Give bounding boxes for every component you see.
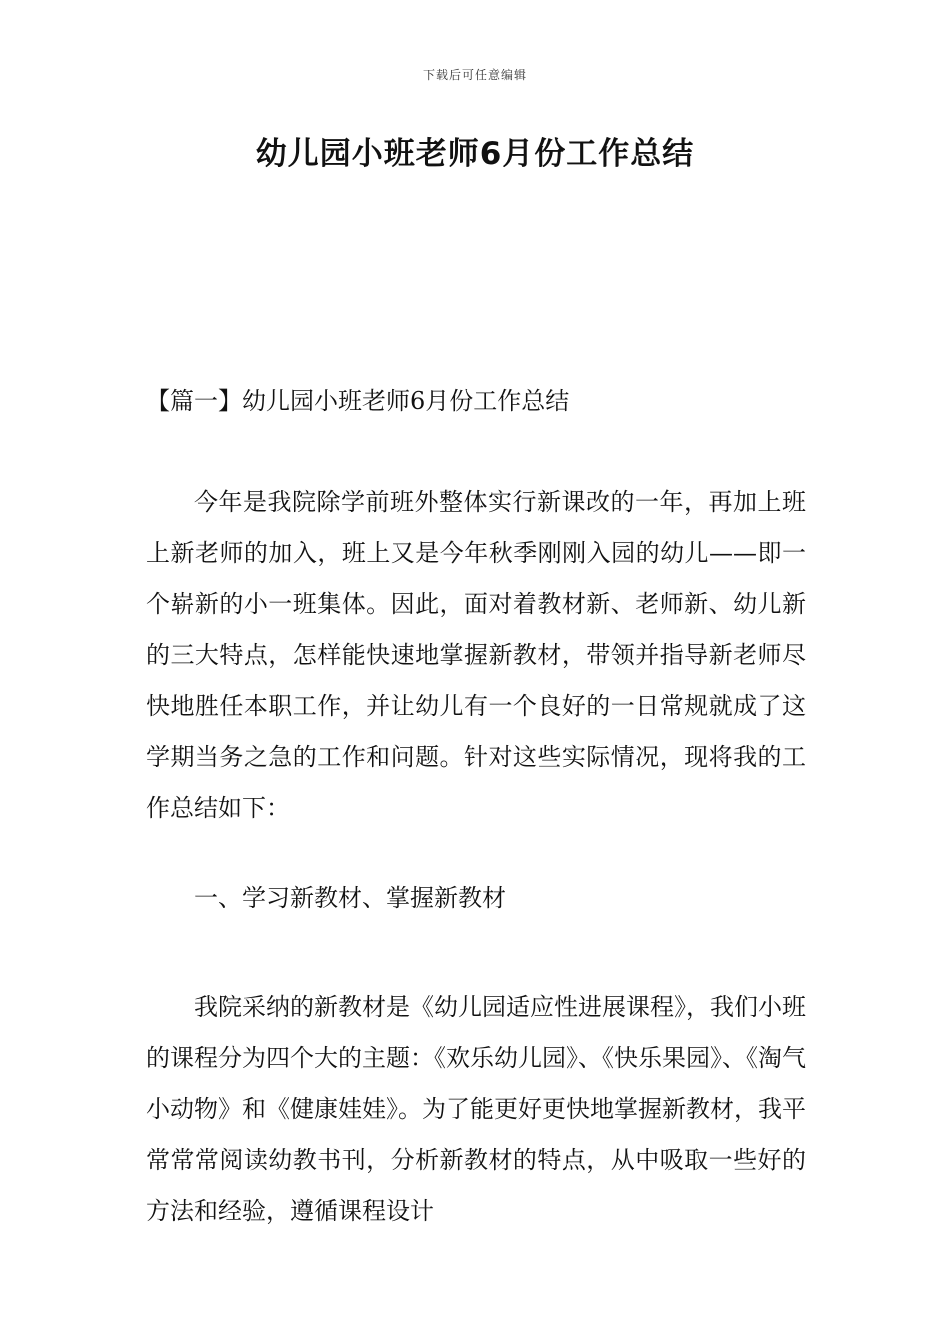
subheading: 一、学习新教材、掌握新教材 xyxy=(194,884,506,912)
body-paragraph: 我院采纳的新教材是《幼儿园适应性进展课程》，我们小班的课程分为四个大的主题：《欢乐幼儿园》、《快乐果园》、《淘气小动物》和《健康娃娃》。为了能更好更快地掌握新教材，我平常常常阅读幼教书刊，分析新教材的特点，从中吸取一些好的方法和经验，遵循课程设计 xyxy=(146,993,806,1225)
section-title: 【篇一】幼儿园小班老师6月份工作总结 xyxy=(146,387,570,415)
page-title: 幼儿园小班老师6月份工作总结 xyxy=(255,136,695,172)
header-note: 下载后可任意编辑 xyxy=(422,68,527,82)
body-paragraph: 今年是我院除学前班外整体实行新课改的一年，再加上班上新老师的加入，班上又是今年秋季刚刚入园的幼儿——即一个崭新的小一班集体。因此，面对着教材新、老师新、幼儿新的三大特点，怎样能快速地掌握新教材，带领并指导新老师尽快地胜任本职工作，并让幼儿有一个良好的一日常规就成了这学期当务之急的工作和问题。针对这些实际情况，现将我的工作总结如下： xyxy=(146,488,806,822)
